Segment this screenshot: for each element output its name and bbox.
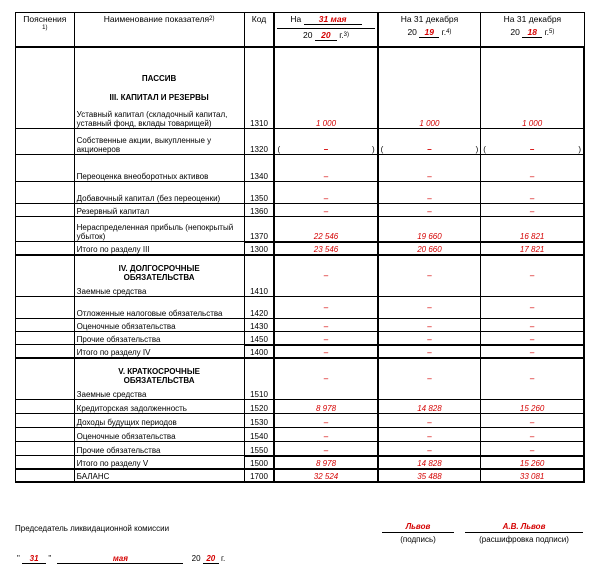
cell-explanation [16,358,75,400]
row-1370-value-1: 22 546 [274,217,377,242]
cell-name [74,358,244,400]
row-1530-code: 1530 [244,414,274,428]
row-1310-value-1: 1 000 [274,47,377,129]
paren-close: ) [371,145,375,154]
row-1360-value-2: – [378,204,481,217]
table-row-1700 [16,469,585,482]
row-1320-code: 1320 [244,129,274,155]
table-row-1340 [16,155,585,182]
header-code-text: Код [251,14,267,24]
cell-explanation [16,182,75,204]
cell-explanation [16,204,75,217]
cell-explanation [16,297,75,319]
row-1300-value-3: 17 821 [481,242,584,255]
paren-open: ( [380,145,384,154]
chairman-label: Председатель ликвидационной комиссии [15,524,170,533]
row-1300-name: Итого по разделу III [74,242,244,255]
date-month: мая [57,554,183,564]
header-col1 [274,13,377,47]
header-col1-line1 [277,15,374,25]
header-code [244,13,274,47]
header-col3-year-suffix: г. [544,27,550,37]
header-col3-note: 5) [549,29,555,35]
row-1420-code: 1420 [244,297,274,319]
table-row-1510 [16,358,585,400]
header-explanations-text: Пояснения [23,14,67,24]
row-1520-value-3: 15 260 [481,400,584,414]
header-col1-year-prefix: 20 [303,30,313,40]
row-1420-name: Отложенные налоговые обязательства [74,297,244,319]
section-short-term-title: V. КРАТКОСРОЧНЫЕ ОБЯЗАТЕЛЬСТВА [118,367,200,385]
table-row-1300 [16,242,585,255]
row-1400-name: Итого по разделу IV [74,345,244,358]
cell-explanation [16,428,75,442]
row-1530-name: Доходы будущих периодов [74,414,244,428]
row-1520-code: 1520 [244,400,274,414]
table-row-1530 [16,414,585,428]
table-row-1400 [16,345,585,358]
table-row-1310 [16,47,585,129]
row-1540-value-1: – [274,428,377,442]
row-1400-value-3: – [481,345,584,358]
row-1320-value-1 [274,129,377,155]
row-1550-value-3: – [481,442,584,456]
row-1700-code: 1700 [244,469,274,482]
row-1320-value-3 [481,129,584,155]
paren-close: ) [475,145,479,154]
cell-explanation [16,217,75,242]
row-1300-value-1: 23 546 [274,242,377,255]
cell-explanation [16,47,75,129]
header-col1-line2 [277,28,374,41]
row-1350-value-2: – [378,182,481,204]
row-1320-value-2 [378,129,481,155]
row-1530-value-2: – [378,414,481,428]
row-1320-value-3-text: – [529,145,535,154]
row-1530-value-1: – [274,414,377,428]
row-1540-value-3: – [481,428,584,442]
row-1360-code: 1360 [244,204,274,217]
header-col2-note: 4) [446,29,452,35]
row-1370-name: Нераспределенная прибыль (непокрытый убыток) [74,217,244,242]
header-col2-year-prefix: 20 [407,27,417,37]
header-col1-year-suffix: г. [339,30,344,40]
row-1500-value-2: 14 828 [378,456,481,469]
header-col1-date: 31 мая [304,15,362,25]
row-1420-value-3: – [481,297,584,319]
date-year: 20 [203,554,219,564]
table-row-1360 [16,204,585,217]
row-1360-value-3: – [481,204,584,217]
row-1400-value-2: – [378,345,481,358]
paren-open: ( [277,145,281,154]
header-indicator [74,13,244,47]
row-1350-name: Добавочный капитал (без переоценки) [74,182,244,204]
row-1450-code: 1450 [244,332,274,345]
row-1400-value-1: – [274,345,377,358]
table-row-1450 [16,332,585,345]
table-header-row [16,13,585,47]
row-1410-name: Заемные средства [76,287,147,296]
table-row-1520 [16,400,585,414]
header-col1-note: 3) [343,32,350,38]
cell-explanation [16,255,75,297]
header-col3 [481,13,584,47]
header-col3-title: На 31 декабря [503,14,562,24]
row-1430-name: Оценочные обязательства [74,319,244,332]
row-1530-value-3: – [481,414,584,428]
header-col1-prefix: На [290,14,302,24]
header-col2-line2 [381,28,479,38]
header-explanations-note: 1) [42,25,48,31]
row-1450-value-2: – [378,332,481,345]
row-1410-value-2: – [378,255,481,297]
row-1370-value-3: 16 821 [481,217,584,242]
row-1430-value-2: – [378,319,481,332]
decoding-value: А.В. Львов [465,522,583,533]
quote-close: " [48,554,52,563]
row-1450-value-3: – [481,332,584,345]
row-1370-value-2: 19 660 [378,217,481,242]
row-1360-name: Резервный капитал [74,204,244,217]
cell-name [74,47,244,129]
row-1340-value-3: – [481,155,584,182]
signature-label: (подпись) [400,535,436,544]
row-1350-value-1: – [274,182,377,204]
row-1450-name: Прочие обязательства [74,332,244,345]
cell-explanation [16,400,75,414]
row-1360-value-1: – [274,204,377,217]
table-row-1430 [16,319,585,332]
table-row-1320 [16,129,585,155]
header-col3-year-prefix: 20 [510,27,520,37]
quote-open: " [17,554,20,563]
row-1700-name: БАЛАНС [74,469,244,482]
row-1340-name: Переоценка внеоборотных активов [74,155,244,182]
row-1520-value-2: 14 828 [378,400,481,414]
row-1300-value-2: 20 660 [378,242,481,255]
date-day: 31 [22,554,46,564]
row-1550-value-1: – [274,442,377,456]
decoding-block [465,522,583,544]
row-1410-value-3: – [481,255,584,297]
row-1510-value-3: – [481,358,584,400]
header-indicator-text: Наименование показателя [103,14,210,24]
row-1340-code: 1340 [244,155,274,182]
cell-explanation [16,155,75,182]
row-1340-value-1: – [274,155,377,182]
cell-explanation [16,129,75,155]
row-1700-value-3: 33 081 [481,469,584,482]
row-1350-code: 1350 [244,182,274,204]
row-1510-value-2: – [378,358,481,400]
row-1510-code: 1510 [244,358,274,400]
row-1310-name: Уставный капитал (складочный капитал, уставный фонд, вклады товарищей) [76,110,228,128]
header-col2-year-suffix: г. [441,27,447,37]
cell-explanation [16,456,75,469]
date-year-suffix: г. [221,554,226,563]
cell-explanation [16,332,75,345]
table-row-1500 [16,456,585,469]
row-1540-name: Оценочные обязательства [74,428,244,442]
row-1430-code: 1430 [244,319,274,332]
header-col3-line2 [483,28,581,38]
header-col2 [378,13,481,47]
section-passive-title: ПАССИВ [141,74,177,83]
row-1550-value-2: – [378,442,481,456]
row-1510-name: Заемные средства [76,390,147,399]
header-explanations [16,13,75,47]
row-1520-value-1: 8 978 [274,400,377,414]
row-1500-name: Итого по разделу V [74,456,244,469]
row-1700-value-2: 35 488 [378,469,481,482]
row-1340-value-2: – [378,155,481,182]
row-1310-value-3: 1 000 [481,47,584,129]
row-1300-code: 1300 [244,242,274,255]
row-1420-value-2: – [378,297,481,319]
signature-block [382,522,454,544]
cell-explanation [16,319,75,332]
table-row-1420 [16,297,585,319]
row-1310-value-2: 1 000 [378,47,481,129]
cell-explanation [16,442,75,456]
row-1370-code: 1370 [244,217,274,242]
row-1540-value-2: – [378,428,481,442]
row-1430-value-1: – [274,319,377,332]
balance-sheet-table [15,12,585,483]
paren-open: ( [483,145,486,154]
row-1500-code: 1500 [244,456,274,469]
row-1550-name: Прочие обязательства [74,442,244,456]
row-1320-value-1-text: – [323,145,329,154]
row-1430-value-3: – [481,319,584,332]
header-col2-title: На 31 декабря [400,14,459,24]
date-line [17,554,225,564]
row-1500-value-1: 8 978 [274,456,377,469]
table-row-1540 [16,428,585,442]
decoding-label: (расшифровка подписи) [479,535,569,544]
row-1450-value-1: – [274,332,377,345]
row-1540-code: 1540 [244,428,274,442]
row-1700-value-1: 32 524 [274,469,377,482]
cell-explanation [16,345,75,358]
row-1410-value-1: – [274,255,377,297]
header-indicator-note: 2) [209,16,215,22]
row-1410-code: 1410 [244,255,274,297]
header-col3-year: 18 [522,28,542,38]
table-row-1350 [16,182,585,204]
row-1320-value-2-text: – [427,145,432,154]
header-col2-year: 19 [419,28,439,38]
table-row-1370 [16,217,585,242]
cell-explanation [16,414,75,428]
row-1520-name: Кредиторская задолженность [74,400,244,414]
signature-value: Львов [382,522,454,533]
row-1400-code: 1400 [244,345,274,358]
table-row-1410 [16,255,585,297]
row-1350-value-3: – [481,182,584,204]
row-1510-value-1: – [274,358,377,400]
header-col1-year: 20 [315,31,337,41]
section-long-term-title: IV. ДОЛГОСРОЧНЫЕ ОБЯЗАТЕЛЬСТВА [118,264,200,282]
date-year-prefix: 20 [191,554,201,563]
paren-close: ) [578,145,581,154]
row-1500-value-3: 15 260 [481,456,584,469]
row-1320-name: Собственные акции, выкупленные у акционеров [74,129,244,155]
row-1310-code: 1310 [244,47,274,129]
row-1420-value-1: – [274,297,377,319]
cell-name [74,255,244,297]
section-capital-title: III. КАПИТАЛ И РЕЗЕРВЫ [109,93,209,102]
table-row-1550 [16,442,585,456]
row-1550-code: 1550 [244,442,274,456]
cell-explanation [16,242,75,255]
cell-explanation [16,469,75,482]
